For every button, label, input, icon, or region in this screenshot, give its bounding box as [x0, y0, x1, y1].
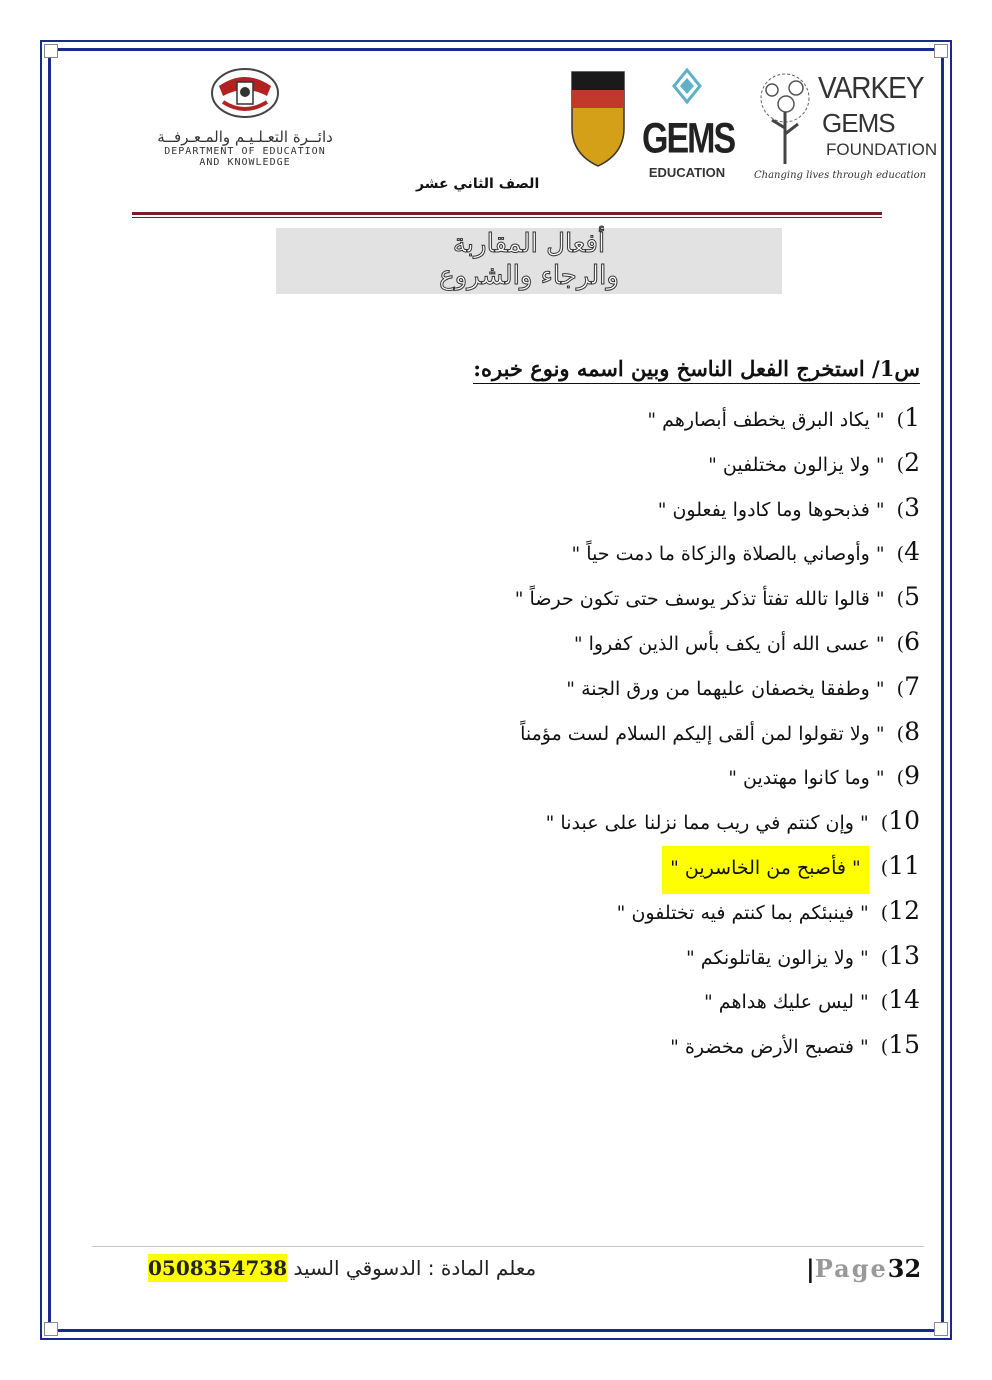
item-number: 6: [904, 626, 920, 656]
varkey-line3: FOUNDATION: [826, 140, 938, 159]
page-number-label: [806, 1252, 921, 1286]
department-name-arabic: دائــرة التعـلـيـم والمـعـرفــة: [157, 128, 333, 146]
lesson-title: [276, 228, 782, 294]
falcon-emblem-icon: [209, 66, 281, 120]
item-text: " فتصبح الأرض مخضرة ": [670, 1036, 869, 1059]
item-number: 9: [904, 761, 920, 791]
question-list: [420, 398, 920, 1070]
item-number: 15: [888, 1030, 920, 1060]
header-rule-thick: [132, 212, 882, 215]
frame-corner-bottom-left: [44, 1322, 58, 1336]
page-number: 32: [887, 1254, 922, 1283]
frame-corner-bottom-right: [934, 1322, 948, 1336]
item-text: " فذبحوها وما كادوا يفعلون ": [657, 498, 885, 521]
item-number: 14: [888, 985, 920, 1015]
item-text: " وما كانوا مهتدين ": [728, 767, 885, 790]
department-logo: [90, 66, 400, 166]
gems-education-logo: [642, 68, 735, 180]
list-item-highlighted: 11) " فأصبح من الخاسرين ": [420, 846, 920, 891]
footer-rule: [92, 1246, 924, 1247]
item-text-highlighted: " فأصبح من الخاسرين ": [662, 846, 869, 894]
item-number: 12: [888, 895, 920, 925]
list-item: 9) " وما كانوا مهتدين ": [420, 756, 920, 801]
item-text: " وطفقا يخصفان عليهما من ورق الجنة ": [566, 677, 885, 700]
item-number: 5: [904, 582, 920, 612]
item-number: 7: [904, 671, 920, 701]
list-item: 12) " فينبئكم بما كنتم فيه تختلفون ": [420, 891, 920, 936]
item-number: 4: [904, 537, 920, 567]
list-item: 4) " وأوصاني بالصلاة والزكاة ما دمت حياً ": [420, 532, 920, 577]
varkey-tagline: Changing lives through education: [754, 170, 927, 181]
item-text: " عسى الله أن يكف بأس الذين كفروا ": [573, 632, 885, 655]
teacher-name: معلم المادة : الدسوقي السيد: [293, 1256, 537, 1280]
page-word: Page: [814, 1254, 888, 1283]
item-number: 3: [904, 492, 920, 522]
list-item: 5) " قالوا تالله تفتأ تذكر يوسف حتى تكون حرضاً ": [420, 577, 920, 622]
list-item: 6) " عسى الله أن يكف بأس الذين كفروا ": [420, 622, 920, 667]
item-text: " وأوصاني بالصلاة والزكاة ما دمت حياً ": [571, 543, 885, 566]
item-number: 8: [904, 716, 920, 746]
list-item: 7) " وطفقا يخصفان عليهما من ورق الجنة ": [420, 667, 920, 712]
item-number: 2: [904, 447, 920, 477]
gems-sub: EDUCATION: [648, 165, 726, 180]
gems-word: GEMS: [642, 115, 735, 163]
item-text: " ولا يزالون مختلفين ": [708, 453, 885, 476]
lesson-title-line2: والرجاء والشروع: [439, 261, 619, 291]
lesson-title-line1: أفعال المقاربة: [452, 229, 606, 259]
item-number: 1: [904, 403, 920, 432]
list-item: 2) " ولا يزالون مختلفين ": [420, 443, 920, 488]
item-number: 13: [888, 940, 920, 970]
grade-label: الصف الثاني عشر: [416, 176, 540, 192]
header-rule-thin: [132, 217, 882, 218]
item-text: " يكاد البرق يخطف أبصارهم ": [647, 409, 885, 431]
school-shield-icon: [568, 68, 628, 168]
item-text: " قالوا تالله تفتأ تذكر يوسف حتى تكون حرضاً ": [514, 588, 885, 611]
list-item: 15) " فتصبح الأرض مخضرة ": [420, 1025, 920, 1070]
teacher-phone: 0508354738: [148, 1256, 288, 1280]
item-text: " ولا تقولوا لمن ألقى إليكم السلام لست مؤمناً: [520, 722, 885, 745]
list-item: 13) " ولا يزالون يقاتلونكم ": [420, 936, 920, 981]
list-item: 10) " وإن كنتم في ريب مما نزلنا على عبدنا ": [420, 801, 920, 846]
frame-corner-top-left: [44, 44, 58, 58]
item-text: " ليس عليك هداهم ": [704, 991, 869, 1014]
item-text: " وإن كنتم في ريب مما نزلنا على عبدنا ": [545, 812, 869, 835]
question-heading: س1/ استخرج الفعل الناسخ وبين اسمه ونوع خبره:: [473, 356, 920, 384]
item-number: 10: [888, 806, 920, 836]
list-item: 8) " ولا تقولوا لمن ألقى إليكم السلام لست مؤمناً: [420, 712, 920, 757]
varkey-line2: GEMS: [822, 108, 895, 138]
tree-icon: [752, 68, 818, 168]
page-separator: |: [806, 1254, 815, 1283]
list-item: 3) " فذبحوها وما كادوا يفعلون ": [420, 488, 920, 533]
varkey-foundation-logo: [752, 68, 938, 184]
item-number: 11: [888, 850, 920, 880]
item-text: " ولا يزالون يقاتلونكم ": [685, 946, 869, 969]
department-name-english-2: AND KNOWLEDGE: [199, 157, 291, 168]
list-item: 1) " يكاد البرق يخطف أبصارهم ": [420, 398, 920, 443]
frame-corner-top-right: [934, 44, 948, 58]
varkey-line1: VARKEY: [818, 70, 924, 105]
item-text: " فينبئكم بما كنتم فيه تختلفون ": [616, 901, 869, 924]
list-item: 14) " ليس عليك هداهم ": [420, 980, 920, 1025]
department-name-english-1: DEPARTMENT OF EDUCATION: [164, 146, 326, 157]
diamond-icon: [672, 68, 702, 104]
teacher-credit: [148, 1248, 536, 1288]
